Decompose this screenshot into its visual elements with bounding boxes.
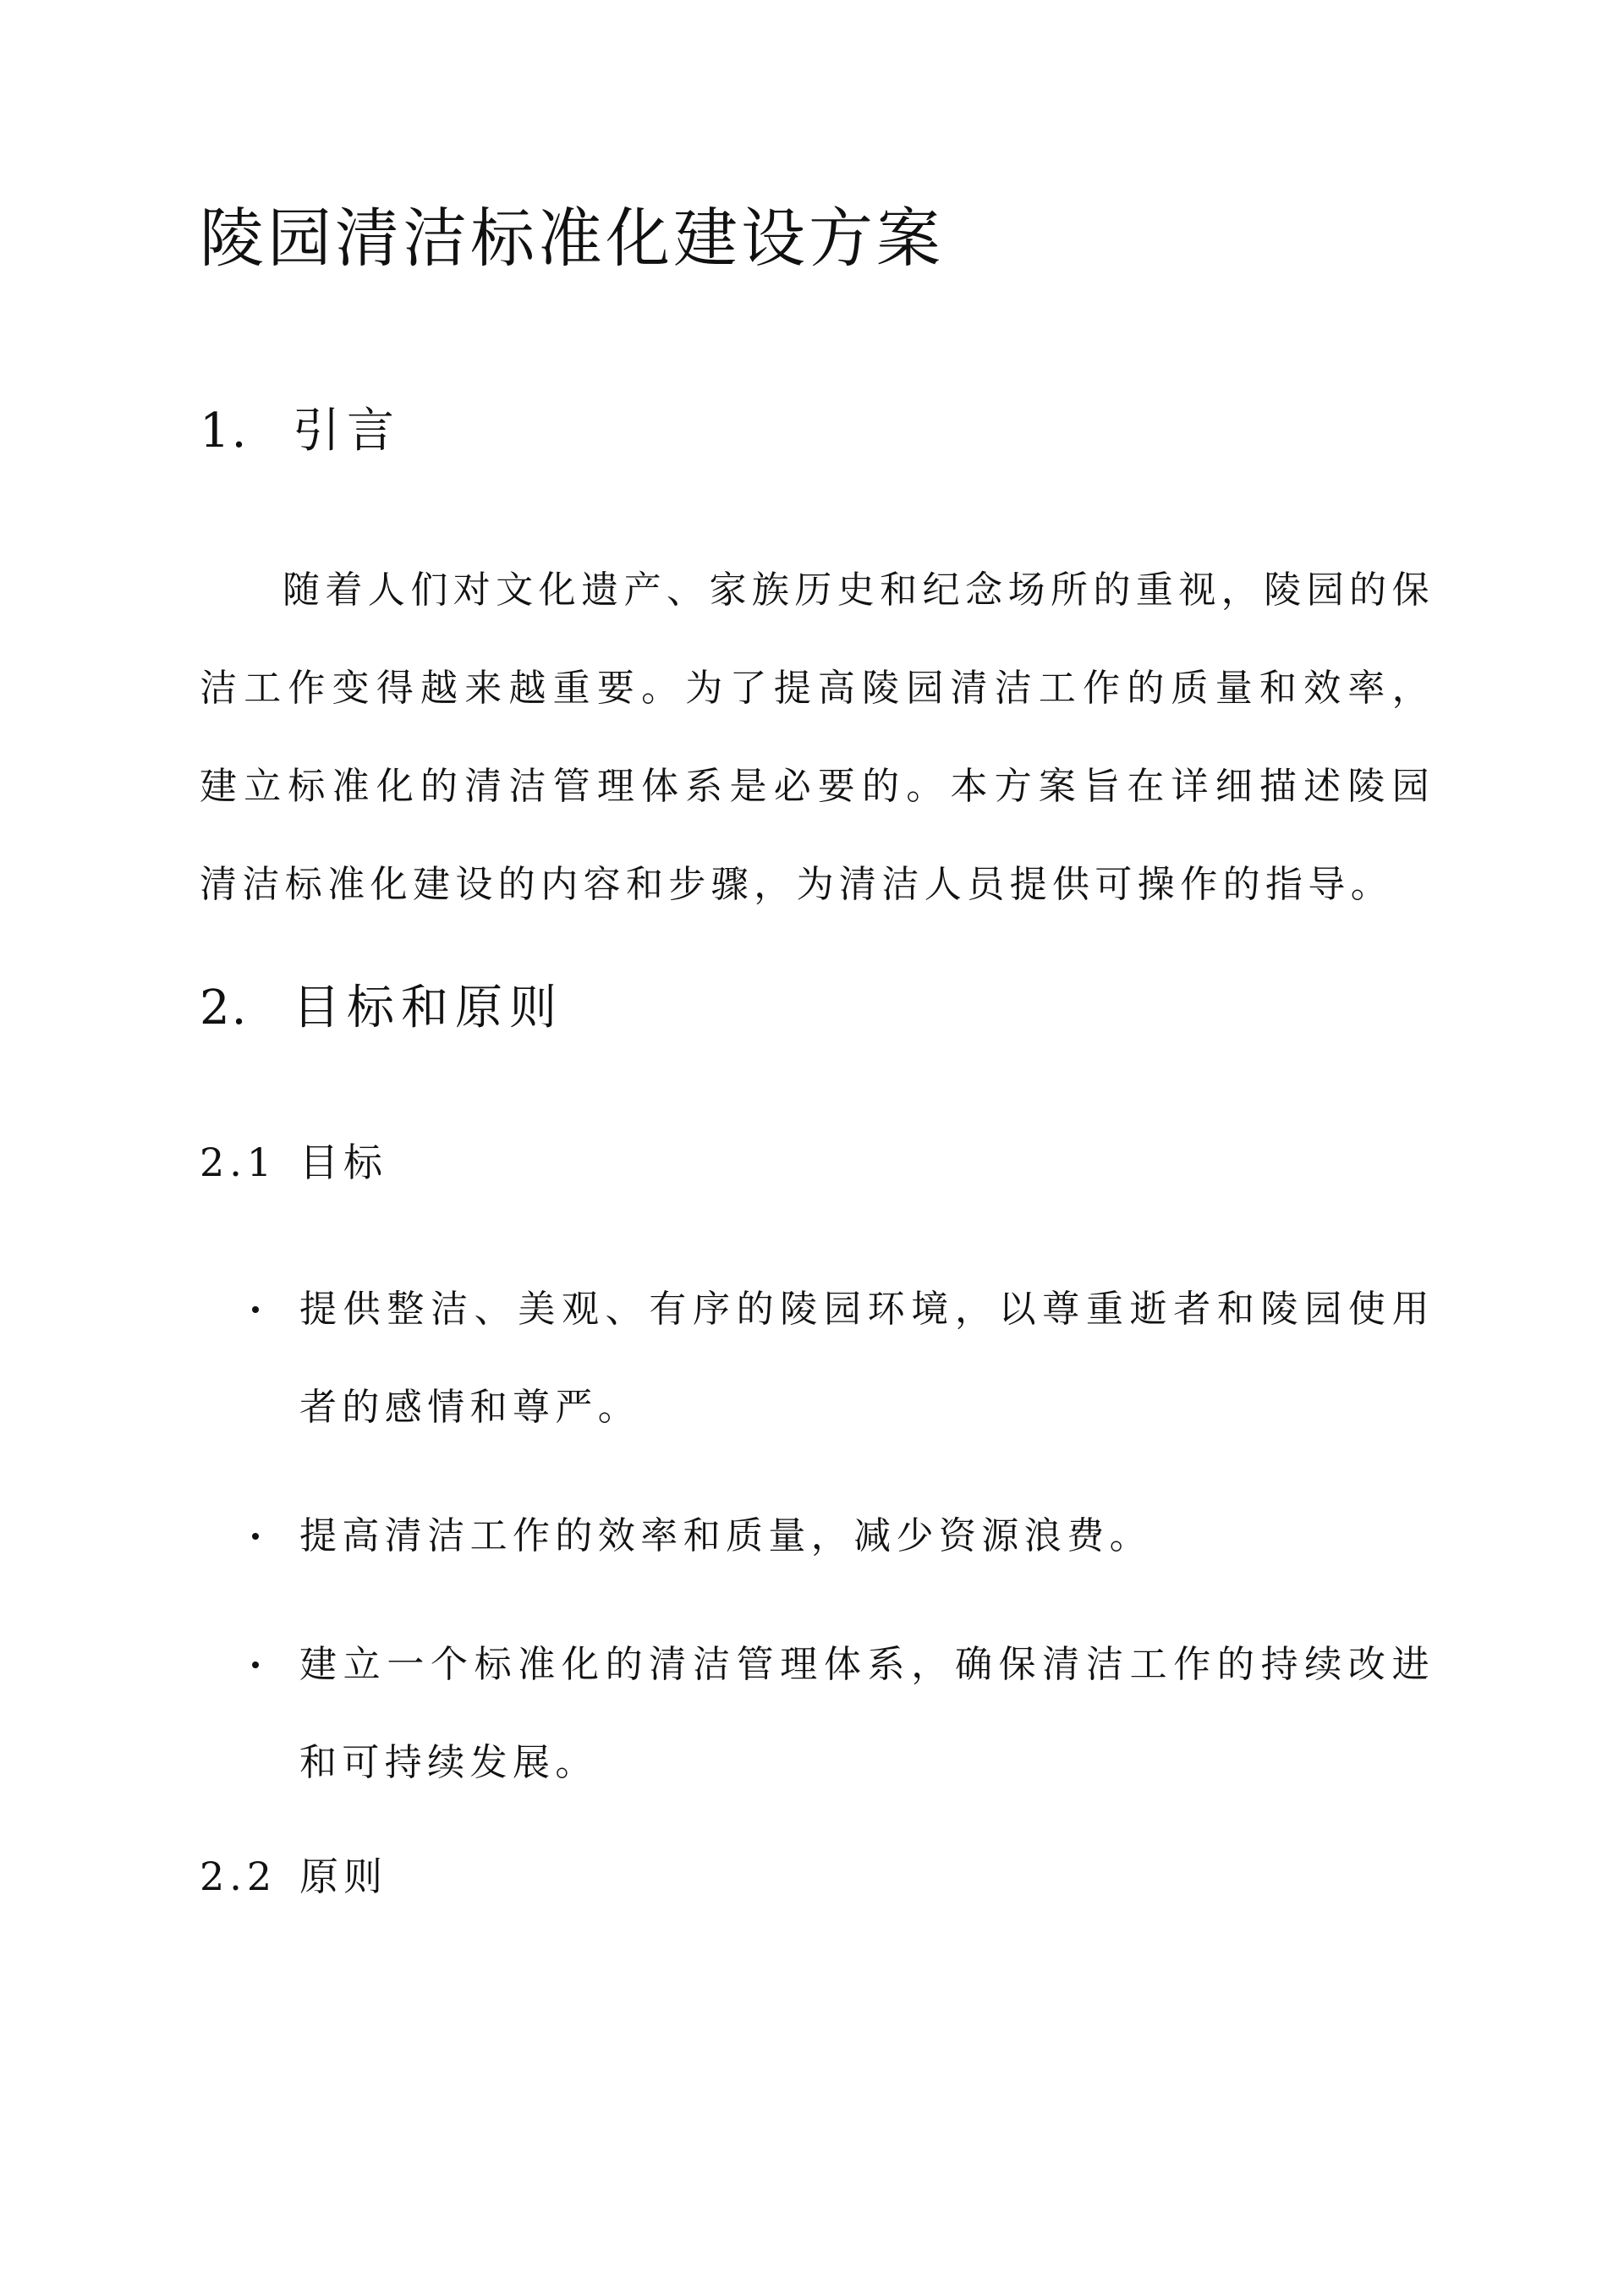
bullet-dot-icon	[252, 1533, 259, 1540]
list-item	[200, 1487, 1435, 1585]
list-item-text: 建立一个标准化的清洁管理体系，确保清洁工作的持续改进和可持续发展。	[299, 1643, 1435, 1784]
subsection-heading-2-2	[200, 1849, 387, 1903]
subsection-title: 原则	[299, 1854, 387, 1899]
section-heading-1	[200, 398, 401, 465]
bullet-dot-icon	[252, 1662, 259, 1668]
list-item	[200, 1616, 1435, 1812]
list-item-text: 提高清洁工作的效率和质量，减少资源浪费。	[299, 1514, 1152, 1557]
subsection-heading-2-1	[200, 1135, 387, 1189]
section-number: 1.	[200, 404, 249, 459]
intro-paragraph: 随着人们对文化遗产、家族历史和纪念场所的重视，陵园的保洁工作变得越来越重要。为了提高陵园清洁工作的质量和效率，建立标准化的清洁管理体系是必要的。本方案旨在详细描述陵园清洁标准化建设的内容和步骤，为清洁人员提供可操作的指导。	[200, 569, 1435, 906]
section-title: 目标和原则	[293, 980, 563, 1035]
document-title: 陵园清洁标准化建设方案	[200, 200, 944, 276]
section-number: 2.	[200, 980, 249, 1035]
goals-list	[200, 1261, 1435, 1843]
list-item-text: 提供整洁、美观、有序的陵园环境，以尊重逝者和陵园使用者的感情和尊严。	[299, 1288, 1435, 1429]
list-item	[200, 1261, 1435, 1457]
bullet-dot-icon	[252, 1306, 259, 1313]
subsection-title: 目标	[299, 1140, 387, 1185]
subsection-number: 2.2	[200, 1854, 277, 1899]
subsection-number: 2.1	[200, 1140, 277, 1185]
section-heading-2	[200, 975, 563, 1042]
section-title: 引言	[293, 404, 401, 459]
